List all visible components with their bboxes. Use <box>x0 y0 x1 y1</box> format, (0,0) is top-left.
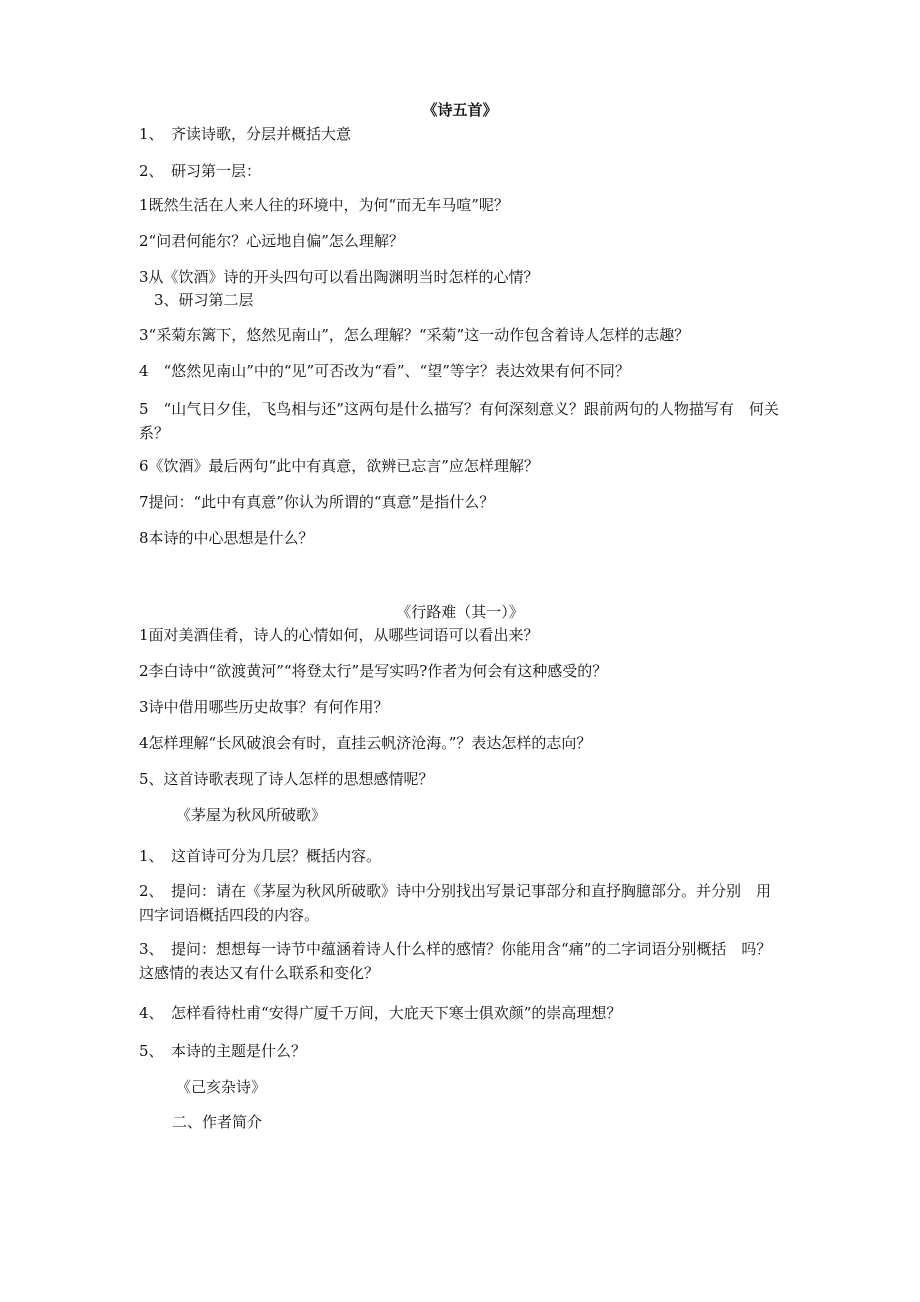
section-title-jihai-poems: 《己亥杂诗》 <box>176 1078 267 1096</box>
question-item: 2、 提问：请在《茅屋为秋风所破歌》诗中分别找出写景记事部分和直抒胸臆部分。并分别 用四字词语概括四段的内容。 <box>139 882 772 924</box>
subsection-heading: 3、研习第二层 <box>154 291 254 309</box>
question-item: 4、 怎样看待杜甫“安得广厦千万间，大庇天下寒士俱欢颜”的崇高理想？ <box>139 1004 622 1022</box>
question-item: 7提问：“此中有真意”你认为所谓的“真意”是指什么？ <box>139 493 495 511</box>
question-item: 1既然生活在人来人往的环境中，为何“而无车马喧”呢？ <box>139 196 509 214</box>
question-item: 2李白诗中“欲渡黄河”“将登太行”是写实吗?作者为何会有这种感受的？ <box>139 662 608 680</box>
question-item: 3“采菊东篱下，悠然见南山”，怎么理解？“采菊”这一动作包含着诗人怎样的志趣？ <box>139 326 690 344</box>
question-item: 2“问君何能尔？心远地自偏”怎么理解？ <box>139 232 404 250</box>
question-item: 5 “山气日夕佳，飞鸟相与还”这两句是什么描写？有何深刻意义？跟前两句的人物描写有 何关系？ <box>139 400 779 442</box>
question-item: 4怎样理解“长风破浪会有时，直挂云帆济沧海。”？表达怎样的志向？ <box>139 734 592 752</box>
section-title-thatched-cottage: 《茅屋为秋风所破歌》 <box>176 806 327 824</box>
question-item: 1、 齐读诗歌，分层并概括大意 <box>139 125 352 143</box>
subsection-heading-author: 二、作者简介 <box>172 1113 263 1131</box>
question-item: 4 “悠然见南山”中的“见”可否改为“看”、“望”等字？表达效果有何不同？ <box>139 362 630 380</box>
question-item: 5、这首诗歌表现了诗人怎样的思想感情呢？ <box>139 770 434 788</box>
question-item: 1面对美酒佳肴，诗人的心情如何，从哪些词语可以看出来？ <box>139 626 539 644</box>
question-item: 8本诗的中心思想是什么？ <box>139 529 314 547</box>
question-item: 3从《饮酒》诗的开头四句可以看出陶渊明当时怎样的心情？ <box>139 268 539 286</box>
question-item: 2、 研习第一层： <box>139 162 262 180</box>
question-item: 1、 这首诗可分为几层？概括内容。 <box>139 847 382 865</box>
section-title-hard-road: 《行路难（其一）》 <box>396 603 524 621</box>
question-item: 3、 提问：想想每一诗节中蕴涵着诗人什么样的感情？你能用含“痛”的二字词语分别概括 吗？这感情的表达又有什么联系和变化？ <box>139 940 772 982</box>
section-title-poems-five: 《诗五首》 <box>422 101 498 119</box>
question-item: 5、 本诗的主题是什么？ <box>139 1042 307 1060</box>
question-item: 6《饮酒》最后两句“此中有真意，欲辨已忘言”应怎样理解？ <box>139 457 539 475</box>
question-item: 3诗中借用哪些历史故事？有何作用？ <box>139 698 389 716</box>
